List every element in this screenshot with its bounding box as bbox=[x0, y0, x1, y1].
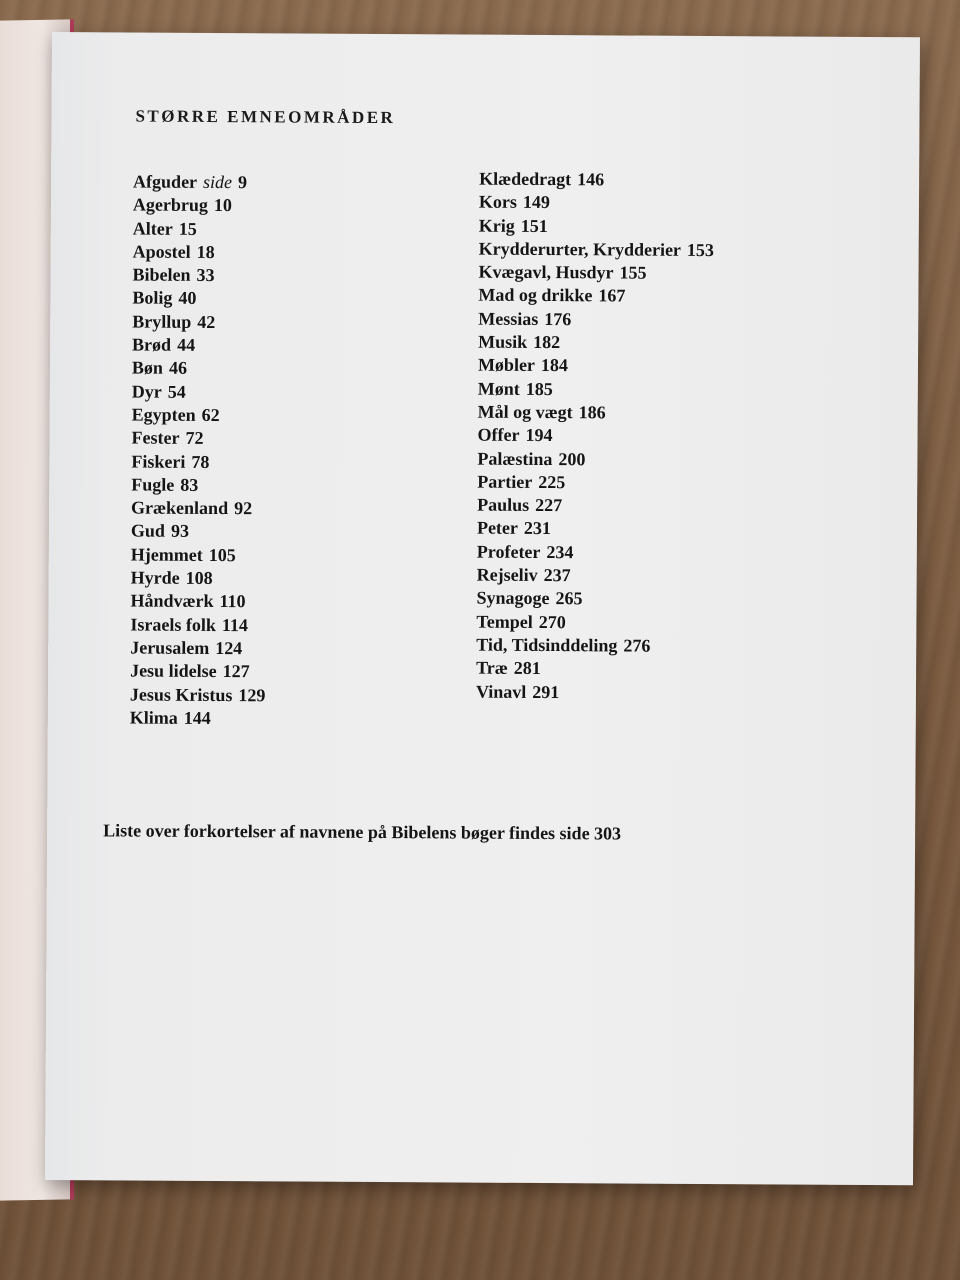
index-page-number: 40 bbox=[178, 288, 197, 309]
index-page-number: 124 bbox=[215, 637, 243, 659]
index-term: Mad og drikke bbox=[478, 285, 593, 306]
book-page bbox=[45, 32, 920, 1185]
index-page-number: 186 bbox=[578, 402, 606, 423]
index-page-number: 185 bbox=[525, 378, 553, 399]
abbreviations-note: Liste over forkortelser af navnene på Bibelens bøger findes side 303 bbox=[103, 820, 622, 844]
index-entry bbox=[132, 287, 268, 311]
index-term: Kors bbox=[478, 191, 518, 213]
index-page-number: 176 bbox=[544, 308, 572, 329]
index-term: Mål og vægt bbox=[477, 401, 573, 423]
index-entry bbox=[130, 683, 266, 707]
index-entry bbox=[476, 657, 711, 682]
index-entry bbox=[132, 334, 268, 358]
index-page-number: 291 bbox=[532, 681, 560, 702]
index-page-number: 114 bbox=[221, 614, 248, 635]
index-entry bbox=[477, 564, 712, 589]
index-entry bbox=[478, 261, 713, 286]
index-page-number: 46 bbox=[168, 358, 188, 379]
index-entry bbox=[478, 354, 713, 379]
index-page-number: 153 bbox=[686, 239, 715, 260]
index-entry bbox=[132, 403, 268, 427]
index-entry bbox=[477, 424, 712, 449]
index-term: Krydderurter, Krydderier bbox=[478, 238, 682, 260]
index-entry bbox=[476, 634, 711, 659]
index-term: Bøn bbox=[131, 357, 164, 379]
index-term: Profeter bbox=[476, 541, 541, 562]
index-term: Brød bbox=[132, 334, 172, 355]
index-entry bbox=[132, 264, 268, 288]
index-page-number: 33 bbox=[196, 265, 215, 286]
index-entry bbox=[476, 610, 711, 635]
index-column-left bbox=[130, 170, 269, 730]
index-entry bbox=[476, 587, 711, 612]
index-entry bbox=[477, 447, 712, 472]
index-page-number: 194 bbox=[525, 425, 553, 446]
index-term: Krig bbox=[478, 215, 515, 236]
index-term: Agerbrug bbox=[132, 194, 209, 216]
index-entry bbox=[131, 427, 267, 451]
index-page-number: 227 bbox=[535, 495, 563, 516]
index-term: Bibelen bbox=[132, 264, 191, 286]
index-page-number: 83 bbox=[180, 474, 199, 495]
index-page-number: 108 bbox=[185, 567, 213, 589]
index-page-number: 265 bbox=[555, 588, 583, 609]
index-term: Fiskeri bbox=[131, 451, 186, 472]
index-page-number: 42 bbox=[197, 311, 216, 332]
index-entry bbox=[478, 284, 713, 309]
index-term: Tid, Tidsinddeling bbox=[476, 634, 618, 656]
index-entry bbox=[133, 217, 269, 241]
index-entry bbox=[479, 214, 714, 239]
index-term: Partier bbox=[477, 471, 533, 492]
index-entry bbox=[476, 680, 711, 705]
index-term: Rejseliv bbox=[476, 564, 538, 586]
index-entry bbox=[131, 497, 267, 521]
index-entry bbox=[477, 517, 712, 542]
index-term: Musik bbox=[478, 331, 528, 352]
index-page-number: 184 bbox=[540, 355, 569, 376]
index-page-number: 167 bbox=[598, 285, 626, 306]
index-entry bbox=[479, 238, 714, 263]
index-entry bbox=[130, 590, 266, 614]
index-page-number: 54 bbox=[167, 381, 186, 402]
index-page-number: 146 bbox=[577, 169, 605, 190]
index-page-number: 151 bbox=[520, 215, 548, 236]
index-page-number: 234 bbox=[546, 541, 574, 562]
index-term: Klima bbox=[129, 707, 178, 728]
index-term: Kvægavl, Husdyr bbox=[478, 261, 614, 283]
index-term: Grækenland bbox=[131, 497, 229, 519]
index-term: Alter bbox=[132, 218, 173, 239]
index-entry bbox=[478, 307, 713, 332]
index-term: Gud bbox=[130, 520, 166, 542]
index-entry bbox=[478, 377, 713, 402]
index-page-number: 15 bbox=[178, 218, 197, 239]
index-entry bbox=[478, 401, 713, 426]
index-page-number: 129 bbox=[238, 684, 266, 705]
index-page-number: 200 bbox=[558, 448, 586, 469]
index-entry bbox=[133, 240, 269, 264]
index-entry bbox=[131, 520, 267, 544]
index-entry bbox=[133, 170, 269, 194]
index-entry bbox=[131, 450, 267, 474]
index-entry bbox=[132, 357, 268, 381]
index-entry bbox=[131, 567, 267, 591]
index-entry bbox=[477, 470, 712, 495]
index-term: Egypten bbox=[131, 404, 196, 425]
index-page-number: 144 bbox=[183, 707, 211, 728]
index-column-right bbox=[476, 168, 715, 705]
index-entry bbox=[130, 660, 266, 684]
index-term: Træ bbox=[476, 657, 508, 679]
index-entry bbox=[479, 191, 714, 216]
index-term: Mønt bbox=[477, 378, 520, 399]
index-entry bbox=[130, 706, 266, 730]
index-entry bbox=[479, 168, 714, 193]
index-page-number: 18 bbox=[196, 241, 215, 262]
index-page-number: 276 bbox=[623, 635, 651, 656]
index-term: Afguder bbox=[133, 171, 198, 192]
index-page-prefix: side bbox=[203, 171, 233, 193]
index-page-number: 93 bbox=[170, 521, 190, 542]
index-page-number: 281 bbox=[513, 658, 541, 679]
index-term: Fugle bbox=[131, 474, 175, 495]
index-entry bbox=[477, 494, 712, 519]
index-entry bbox=[477, 540, 712, 565]
index-entry bbox=[130, 636, 266, 660]
index-page-number: 127 bbox=[222, 661, 250, 682]
index-term: Offer bbox=[477, 424, 520, 446]
index-page-number: 62 bbox=[201, 404, 220, 425]
index-term: Jesus Kristus bbox=[129, 684, 233, 705]
index-page-number: 9 bbox=[238, 172, 248, 193]
index-term: Jesu lidelse bbox=[130, 660, 217, 682]
index-term: Fester bbox=[131, 427, 180, 449]
index-term: Palæstina bbox=[477, 448, 553, 469]
index-term: Tempel bbox=[476, 611, 533, 632]
index-term: Dyr bbox=[131, 381, 162, 402]
index-term: Synagoge bbox=[476, 587, 550, 609]
index-term: Håndværk bbox=[130, 590, 214, 612]
index-page-number: 10 bbox=[213, 195, 233, 216]
index-page-number: 105 bbox=[208, 544, 236, 565]
index-term: Paulus bbox=[477, 494, 530, 516]
index-page-number: 44 bbox=[177, 334, 196, 355]
index-entry bbox=[478, 331, 713, 356]
index-entry bbox=[132, 310, 268, 334]
index-term: Peter bbox=[476, 518, 519, 539]
index-page-number: 270 bbox=[538, 611, 566, 632]
index-page-number: 149 bbox=[522, 192, 551, 213]
index-term: Hjemmet bbox=[130, 544, 203, 565]
index-term: Vinavl bbox=[475, 681, 527, 702]
index-page-number: 78 bbox=[191, 451, 210, 472]
index-entry bbox=[131, 473, 267, 497]
page-heading: STØRRE EMNEOMRÅDER bbox=[135, 106, 396, 128]
index-term: Jerusalem bbox=[130, 637, 210, 658]
index-entry bbox=[133, 194, 269, 218]
index-term: Klædedragt bbox=[479, 168, 572, 190]
index-term: Møbler bbox=[477, 354, 536, 376]
index-term: Hyrde bbox=[130, 567, 180, 588]
index-term: Apostel bbox=[132, 241, 191, 262]
index-term: Messias bbox=[478, 308, 539, 329]
index-term: Israels folk bbox=[130, 614, 216, 635]
index-page-number: 72 bbox=[185, 428, 204, 449]
index-entry bbox=[130, 613, 266, 637]
index-page-number: 182 bbox=[533, 332, 561, 353]
index-page-number: 110 bbox=[219, 591, 246, 612]
index-entry bbox=[132, 380, 268, 404]
index-page-number: 225 bbox=[538, 471, 566, 493]
index-term: Bolig bbox=[132, 287, 173, 309]
index-entry bbox=[131, 543, 267, 567]
index-page-number: 155 bbox=[619, 262, 647, 283]
index-page-number: 231 bbox=[523, 518, 552, 539]
index-page-number: 92 bbox=[234, 498, 253, 519]
index-page-number: 237 bbox=[543, 565, 571, 586]
index-term: Bryllup bbox=[132, 311, 192, 332]
